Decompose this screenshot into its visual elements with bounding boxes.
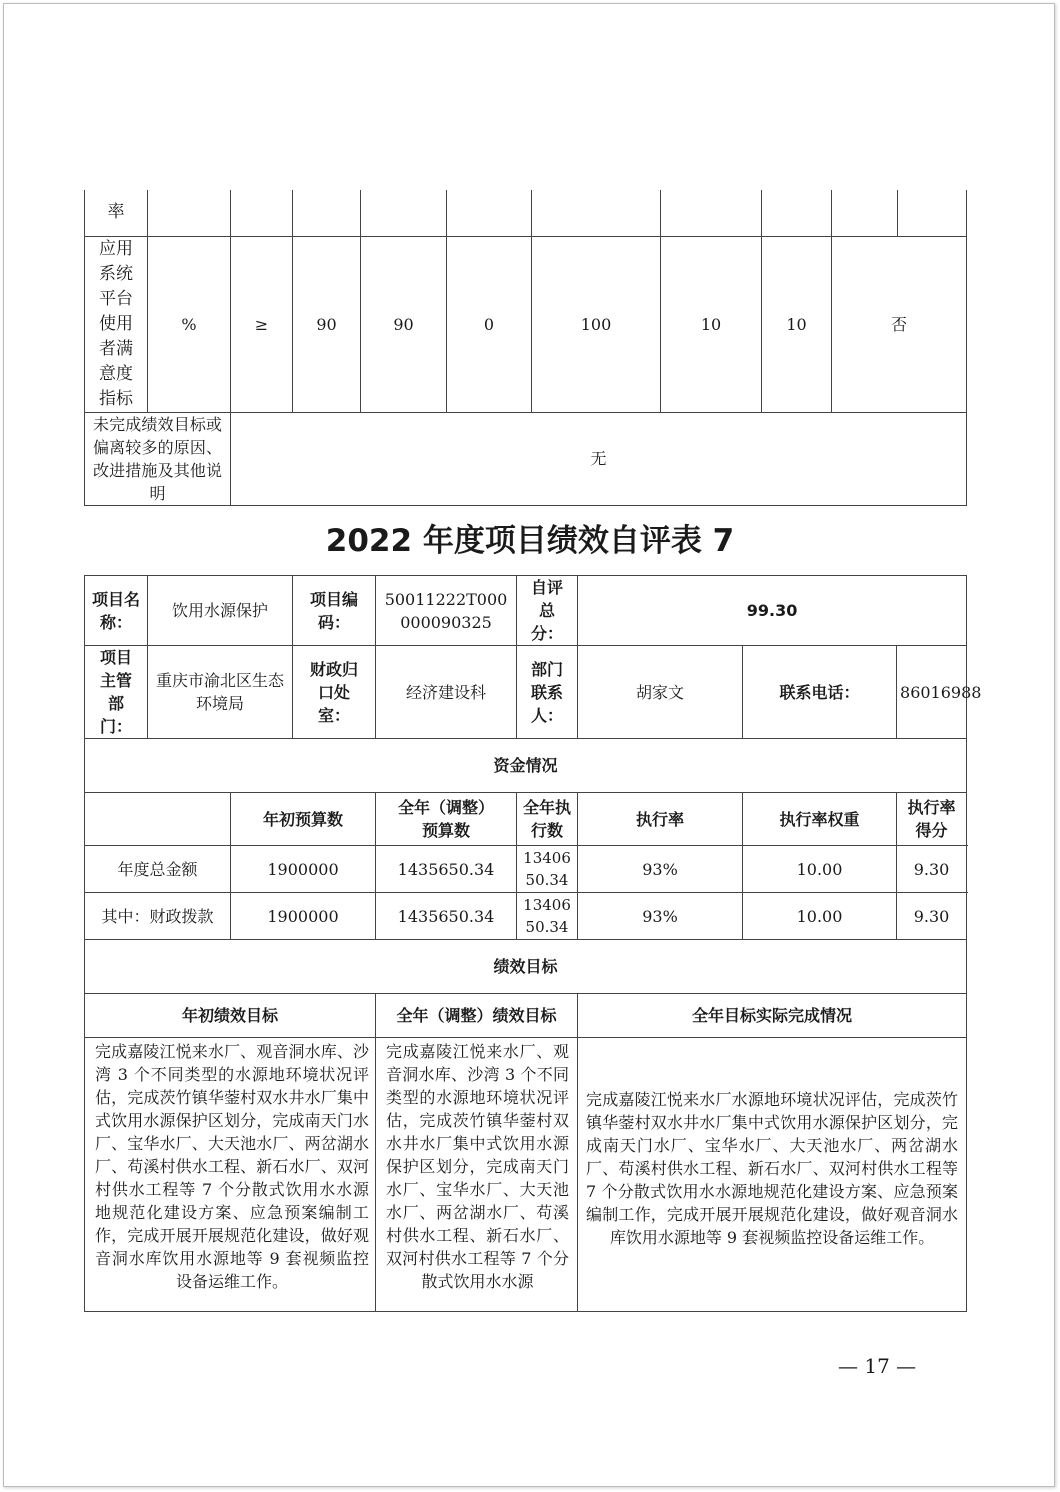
funds-score: 9.30 bbox=[897, 893, 967, 940]
value-cell: 0 bbox=[447, 236, 532, 412]
funds-executed: 1340650.34 bbox=[517, 893, 578, 940]
project-row-1 bbox=[85, 576, 967, 646]
funds-header: 全年（调整）预算数 bbox=[376, 793, 517, 846]
self-score: 99.30 bbox=[578, 576, 967, 646]
score-label: 自评总分： bbox=[517, 576, 578, 646]
goals-content-row bbox=[85, 1038, 967, 1312]
funds-row-label: 其中：财政拨款 bbox=[85, 893, 231, 940]
finance-office: 经济建设科 bbox=[376, 646, 517, 739]
dept-name: 重庆市渝北区生态环境局 bbox=[148, 646, 293, 739]
funds-score: 9.30 bbox=[897, 846, 967, 893]
funds-row-total bbox=[85, 846, 967, 893]
value-cell: 10 bbox=[661, 236, 762, 412]
adjusted-goal-text: 完成嘉陵江悦来水厂、观音洞水库、沙湾 3 个不同类型的水源地环境状况评估，完成茨竹镇华蓥村双水井水厂集中式饮用水源保护区划分，完成南天门水厂、宝华水厂、大天池水厂、两岔湖水厂、苟溪村供水工程、新石水厂、双河村供水工程等 7 个分散式饮用水水源 bbox=[376, 1038, 578, 1312]
goals-header-row bbox=[85, 994, 967, 1038]
indicator-tail-cell: 率 bbox=[85, 190, 148, 236]
unit-cell: % bbox=[148, 236, 231, 412]
funds-header: 年初预算数 bbox=[231, 793, 376, 846]
funds-adjusted: 1435650.34 bbox=[376, 846, 517, 893]
prev-indicator-table bbox=[84, 190, 967, 506]
value-cell: 90 bbox=[361, 236, 447, 412]
dept-label: 项目主管部门： bbox=[85, 646, 148, 739]
remarks-row bbox=[85, 412, 967, 505]
operator-cell: ≥ bbox=[231, 236, 293, 412]
funds-weight: 10.00 bbox=[743, 846, 897, 893]
actual-completion-text: 完成嘉陵江悦来水厂水源地环境状况评估，完成茨竹镇华蓥村双水井水厂集中式饮用水源保护区划分，完成南天门水厂、宝华水厂、大天池水厂、两岔湖水厂、苟溪村供水工程、新石水厂、双河村供水工程等 7 个分散式饮用水水源地规范化建设方案、应急预案编制工作，完成开展开展规范化建设，做好观音洞水库饮用水源地等 9 套视频监控设备运维工作。 bbox=[578, 1038, 967, 1312]
funds-row-label: 年度总金额 bbox=[85, 846, 231, 893]
project-row-2 bbox=[85, 646, 967, 739]
funds-header-row bbox=[85, 793, 967, 846]
contact-label: 部门联系人： bbox=[517, 646, 578, 739]
funds-header: 全年执行数 bbox=[517, 793, 578, 846]
satisfaction-row bbox=[85, 236, 967, 412]
value-cell: 100 bbox=[532, 236, 661, 412]
self-evaluation-table bbox=[84, 575, 982, 1312]
value-cell: 10 bbox=[762, 236, 832, 412]
remarks-value: 无 bbox=[231, 412, 967, 505]
page-number: — 17 — bbox=[838, 1354, 917, 1378]
funds-section-row bbox=[85, 739, 967, 793]
goals-section-title: 绩效目标 bbox=[85, 940, 967, 994]
project-code: 50011222T000000090325 bbox=[376, 576, 517, 646]
goals-header: 全年目标实际完成情况 bbox=[578, 994, 967, 1038]
funds-budget: 1900000 bbox=[231, 846, 376, 893]
funds-header: 执行率得分 bbox=[897, 793, 967, 846]
funds-weight: 10.00 bbox=[743, 893, 897, 940]
funds-header: 执行率 bbox=[578, 793, 743, 846]
phone-label: 联系电话： bbox=[743, 646, 897, 739]
contact-name: 胡家文 bbox=[578, 646, 743, 739]
page-title: 2022 年度项目绩效自评表 7 bbox=[325, 523, 735, 559]
funds-header: 执行率权重 bbox=[743, 793, 897, 846]
deviation-cell: 否 bbox=[832, 236, 967, 412]
remarks-label: 未完成绩效目标或偏离较多的原因、改进措施及其他说明 bbox=[85, 412, 231, 505]
funds-executed: 1340650.34 bbox=[517, 846, 578, 893]
finance-office-label: 财政归口处室： bbox=[293, 646, 376, 739]
goals-header: 年初绩效目标 bbox=[85, 994, 376, 1038]
project-name: 饮用水源保护 bbox=[148, 576, 293, 646]
indicator-name-cell: 应用系统平台使用者满意度指标 bbox=[85, 236, 148, 412]
phone-number: 86016988 bbox=[897, 646, 967, 739]
value-cell: 90 bbox=[293, 236, 361, 412]
rate-row bbox=[85, 190, 967, 236]
funds-rate: 93% bbox=[578, 846, 743, 893]
funds-section-title: 资金情况 bbox=[85, 739, 967, 793]
goals-section-row bbox=[85, 940, 967, 994]
project-name-label: 项目名称： bbox=[85, 576, 148, 646]
funds-budget: 1900000 bbox=[231, 893, 376, 940]
goals-header: 全年（调整）绩效目标 bbox=[376, 994, 578, 1038]
initial-goal-text: 完成嘉陵江悦来水厂、观音洞水库、沙湾 3 个不同类型的水源地环境状况评估，完成茨竹镇华蓥村双水井水厂集中式饮用水源保护区划分，完成南天门水厂、宝华水厂、大天池水厂、两岔湖水厂、苟溪村供水工程、新石水厂、双河村供水工程等 7 个分散式饮用水水源地规范化建设方案、应急预案编制工作，完成开展开展规范化建设，做好观音洞水库饮用水源地等 9 套视频监控设备运维工作。 bbox=[85, 1038, 376, 1312]
funds-adjusted: 1435650.34 bbox=[376, 893, 517, 940]
project-code-label: 项目编码： bbox=[293, 576, 376, 646]
funds-rate: 93% bbox=[578, 893, 743, 940]
funds-row-fiscal bbox=[85, 893, 967, 940]
